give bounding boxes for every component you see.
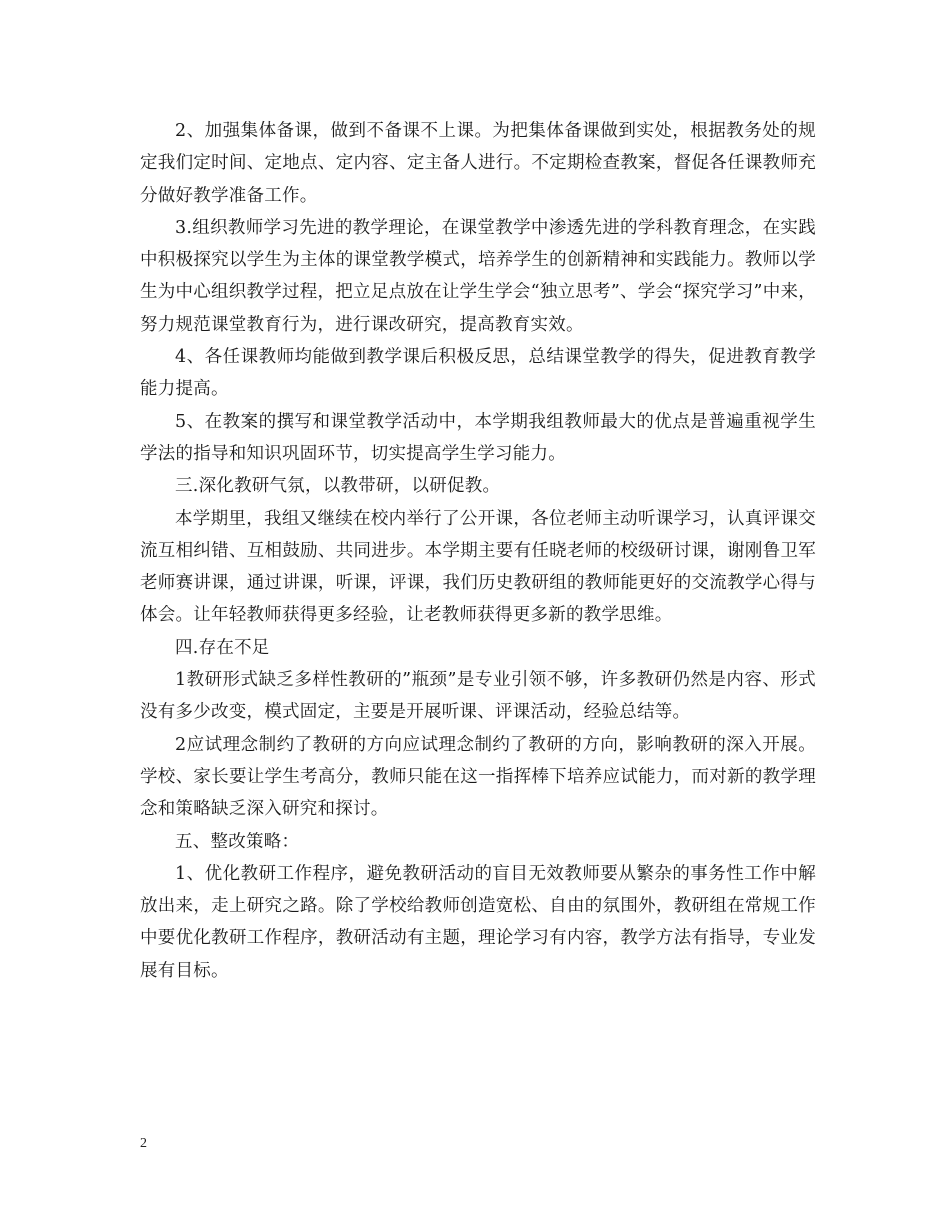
paragraph-shortcoming-2: 2应试理念制约了教研的方向应试理念制约了教研的方向，影响教研的深入开展。学校、家长要让学生考高分，教师只能在这一指挥棒下培养应试能力，而对新的教学理念和策略缺乏深入研究和探讨。 <box>140 734 816 820</box>
paragraph-lesson-plans: 5、在教案的撰写和课堂教学活动中，本学期我组教师最大的优点是普遍重视学生学法的指导和知识巩固环节，切实提高学生学习能力。 <box>140 411 816 464</box>
section-heading-improvement: 五、整改策略： <box>175 831 300 852</box>
page-number: 2 <box>140 1136 147 1151</box>
paragraph-shortcoming-1: 1教研形式缺乏多样性教研的”瓶颈”是专业引领不够，许多教研仍然是内容、形式没有多少改变，模式固定，主要是开展听课、评课活动，经验总结等。 <box>140 670 816 723</box>
section-heading-shortcomings: 四.存在不足 <box>175 637 270 658</box>
paragraph-collective-lesson-prep: 2、加强集体备课，做到不备课不上课。为把集体备课做到实处，根据教务处的规定我们定时间、定地点、定内容、定主备人进行。不定期检查教案，督促各任课教师充分做好教学准备工作。 <box>140 121 816 206</box>
document-body <box>140 115 816 987</box>
section-heading-research-atmosphere: 三.深化教研气氛，以教带研，以研促教。 <box>175 476 501 497</box>
paragraph-improvement-1: 1、优化教研工作程序，避免教研活动的盲目无效教师要从繁杂的事务性工作中解放出来，走上研究之路。除了学校给教师创造宽松、自由的氛围外，教研组在常规工作中要优化教研工作程序，教研活动有主题，理论学习有内容，教学方法有指导，专业发展有目标。 <box>140 863 816 981</box>
paragraph-open-classes: 本学期里，我组又继续在校内举行了公开课，各位老师主动听课学习，认真评课交流互相纠错、互相鼓励、共同进步。本学期主要有任晓老师的校级研讨课，谢刚鲁卫军老师赛讲课，通过讲课，听课，评课，我们历史教研组的教师能更好的交流教学心得与体会。让年轻教师获得更多经验，让老教师获得更多新的教学思维。 <box>140 508 816 626</box>
paragraph-teaching-theory: 3.组织教师学习先进的教学理论，在课堂教学中渗透先进的学科教育理念，在实践中积极探究以学生为主体的课堂教学模式，培养学生的创新精神和实践能力。教师以学生为中心组织教学过程，把立足点放在让学生学会“独立思考”、学会“探究学习”中来，努力规范课堂教育行为，进行课改研究，提高教育实效。 <box>140 217 816 335</box>
paragraph-reflection: 4、各任课教师均能做到教学课后积极反思，总结课堂教学的得失，促进教育教学能力提高。 <box>140 347 816 400</box>
